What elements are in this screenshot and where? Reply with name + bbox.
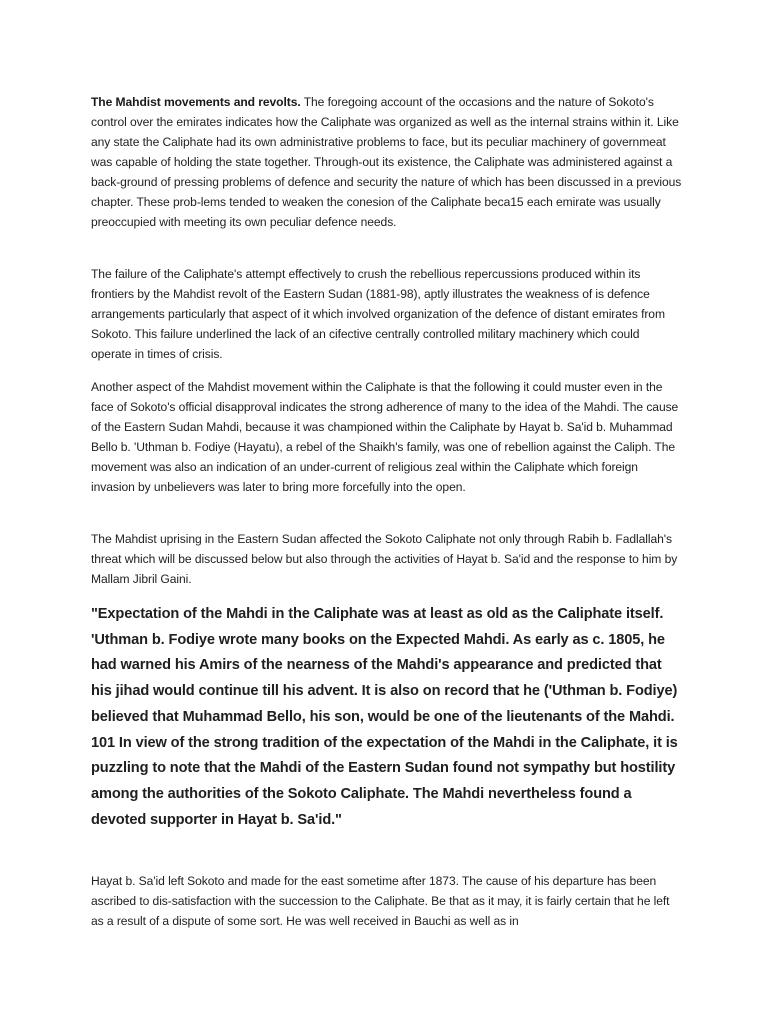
paragraph-mahdist-movements: [91, 92, 683, 232]
section-heading: The Mahdist movements and revolts.: [91, 95, 301, 109]
paragraph-mahdist-uprising: The Mahdist uprising in the Eastern Sudan affected the Sokoto Caliphate not only through Rabih b. Fadlallah's threat which will be discussed below but also through the activities of Hayat b. Sa'id and the response to him by Mallam Jibril Gaini.: [91, 532, 678, 586]
paragraph-mahdist-aspect: Another aspect of the Mahdist movement within the Caliphate is that the following it could muster even in the face of Sokoto's official disapproval indicates the strong adherence of many to the idea of the Mahdi. The cause of the Eastern Sudan Mahdi, because it was championed within the Caliphate by Hayat b. Sa'id b. Muhammad Bello b. 'Uthman b. Fodiye (Hayatu), a rebel of the Shaikh's family, was one of rebellion against the Caliph. The movement was also an indication of an under-current of religious zeal within the Caliphate which foreign invasion by unbelievers was later to bring more forcefully into the open.: [91, 380, 679, 494]
paragraph-hayat-departure: Hayat b. Sa'id left Sokoto and made for the east sometime after 1873. The cause of his departure has been ascribed to dis-satisfaction with the succession to the Caliphate. Be that as it may, it is fairly certain that he left as a result of a dispute of some sort. He was well received in Bauchi as well as in: [91, 874, 670, 928]
paragraph-caliphate-failure: The failure of the Caliphate's attempt effectively to crush the rebellious repercussions produced within its frontiers by the Mahdist revolt of the Eastern Sudan (1881-98), aptly illustrates the weakness of is defence arrangements particularly that aspect of it which involved organization of the defence of distant emirates from Sokoto. This failure underlined the lack of an cifective centrally controlled military machinery which could operate in times of crisis.: [91, 267, 665, 361]
block-quote: "Expectation of the Mahdi in the Caliphate was at least as old as the Caliphate itself. 'Uthman b. Fodiye wrote many books on the Expected Mahdi. As early as c. 1805, he had warned his Amirs of the nearness of the Mahdi's appearance and predicted that his jihad would continue till his advent. It is also on record that he ('Uthman b. Fodiye) believed that Muhammad Bello, his son, would be one of the lieutenants of the Mahdi. 101 In view of the strong tradition of the expectation of the Mahdi in the Caliphate, it is puzzling to note that the Mahdi of the Eastern Sudan found not sympathy but hostility among the authorities of the Sokoto Caliphate. The Mahdi nevertheless found a devoted supporter in Hayat b. Sa'id.": [91, 606, 678, 828]
paragraph-text: The foregoing account of the occasions and the nature of Sokoto's control over the emirates indicates how the Caliphate was organized as well as the internal strains within it. Like any state the Caliphate had its own administrative problems to face, but its peculiar machinery of governmeat was capable of holding the state together. Through-out its existence, the Caliphate was administered against a back-ground of pressing problems of defence and security the nature of which has been discussed in a previous chapter. These prob-lems tended to weaken the conesion of the Caliphate beca15 each emirate was usually preoccupied with meeting its own peculiar defence needs.: [91, 95, 682, 229]
